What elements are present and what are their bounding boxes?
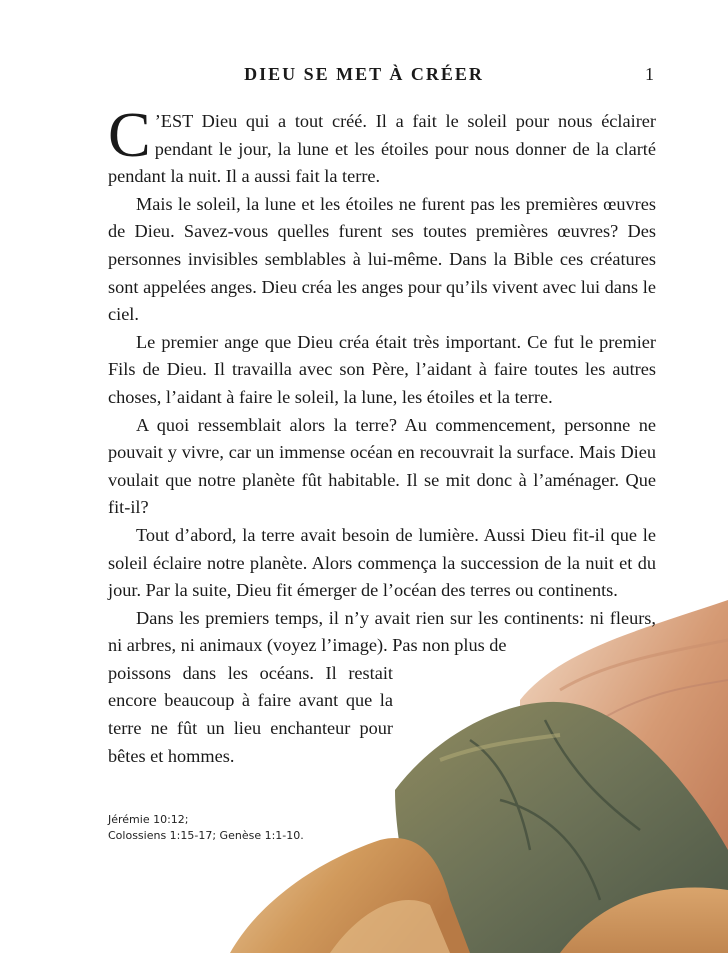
page-number: 1 (645, 64, 654, 84)
scripture-references (108, 812, 304, 844)
paragraph-6-continued: poissons dans les océans. Il restait encore beaucoup à faire avant que la terre ne fût un lieu enchanteur pour bêtes et hommes. (108, 662, 393, 766)
drop-cap: C (108, 99, 151, 170)
paragraph-3: Le premier ange que Dieu créa était très important. Ce fut le premier Fils de Dieu. Il travailla avec son Père, l’aidant à faire toutes les autres choses, l’aidant à faire le soleil, la lune, les étoiles et la terre. (108, 331, 656, 407)
paragraph-6: Dans les premiers temps, il n’y avait rien sur les continents: ni fleurs, ni arbres, ni animaux (voyez l’image). Pas non plus de (108, 607, 656, 656)
chapter-title: DIEU SE MET À CRÉER (244, 64, 484, 84)
reference-line: Colossiens 1:15-17; Genèse 1:1-10. (108, 829, 304, 842)
paragraph-1: C ’EST Dieu qui a tout créé. Il a fait le soleil pour nous éclairer pendant le jour, la lune et les étoiles pour nous donner de la clarté pendant la nuit. Il a aussi fait la terre. (108, 99, 656, 187)
paragraph-4: A quoi ressemblait alors la terre? Au commencement, personne ne pouvait y vivre, car un immense océan en recouvrait la surface. Mais Dieu voulait que notre planète fût habitable. Il se mit donc à l’aménager. Que fit-il? (108, 414, 656, 518)
paragraph-2: Mais le soleil, la lune et les étoiles ne furent pas les premières œuvres de Dieu. Savez-vous quelles furent ses toutes premières œuvres? Des personnes invisibles semblables à lui-même. Dans la Bible ces créatures sont appelées anges. Dieu créa les anges pour qu’ils vivent avec lui dans le ciel. (108, 193, 656, 325)
paragraph-5: Tout d’abord, la terre avait besoin de lumière. Aussi Dieu fit-il que le soleil éclaire notre planète. Alors commença la succession de la nuit et du jour. Par la suite, Dieu fit émerger de l’océan des terres ou continents. (108, 524, 656, 601)
drop-cap-continuation: ’EST (154, 111, 193, 131)
story-text (108, 99, 656, 770)
reference-line: Jérémie 10:12; (108, 813, 189, 826)
